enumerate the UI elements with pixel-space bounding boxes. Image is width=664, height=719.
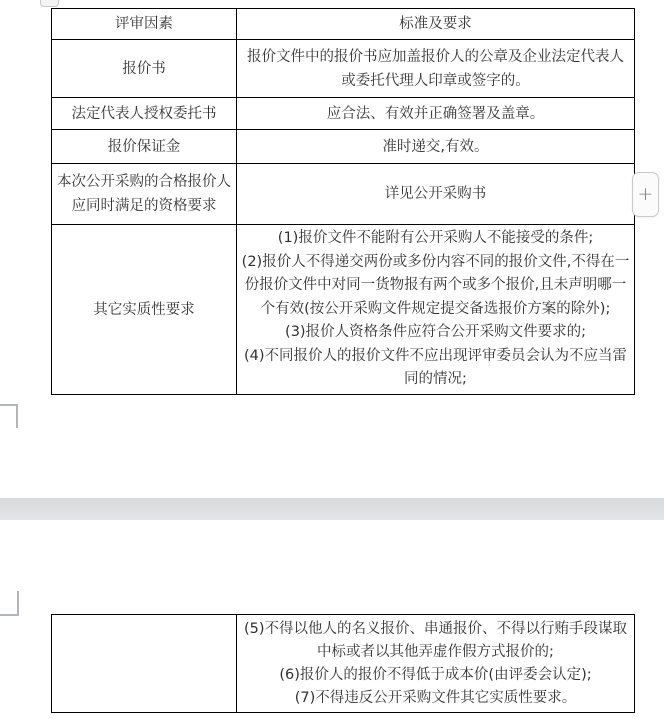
requirement-cell[interactable]: 详见公开采购书 xyxy=(237,164,635,225)
requirement-item: (6)报价人的报价不得低于成本价(由评委会认定); xyxy=(279,666,592,683)
table-row xyxy=(52,164,635,225)
table-row xyxy=(52,225,635,395)
header-factor-cell[interactable]: 评审因素 xyxy=(52,9,237,40)
factor-cell[interactable]: 法定代表人授权委托书 xyxy=(52,98,237,130)
factor-cell[interactable]: 报价书 xyxy=(52,40,237,98)
evaluation-criteria-table xyxy=(51,8,635,395)
requirement-item: (3)报价人资格条件应符合公开采购文件要求的; xyxy=(285,324,586,341)
requirement-item: (5)不得以他人的名义报价、串通报价、不得以行贿手段谋取中标或者以其他弄虚作假方式报价的; xyxy=(243,620,628,660)
requirement-item: (1)报价文件不能附有公开采购人不能接受的条件; xyxy=(277,230,594,247)
requirement-cell[interactable]: 应合法、有效并正确签署及盖章。 xyxy=(237,98,635,130)
factor-cell-empty[interactable] xyxy=(52,615,237,713)
requirement-item: (4)不同报价人的报价文件不应出现评审委员会认为不应当雷同的情况; xyxy=(243,347,628,388)
plus-icon: + xyxy=(637,183,654,205)
requirement-cell[interactable] xyxy=(237,225,635,395)
text-boundary-mark xyxy=(17,591,19,616)
requirement-cell[interactable] xyxy=(237,615,635,713)
text-boundary-mark xyxy=(0,614,19,616)
factor-cell[interactable]: 报价保证金 xyxy=(52,130,237,164)
text-boundary-mark xyxy=(16,404,18,428)
requirement-item: (7)不得违反公开采购文件其它实质性要求。 xyxy=(294,689,577,706)
requirement-cell[interactable]: 报价文件中的报价书应加盖报价人的公章及企业法定代表人或委托代理人印章或签字的。 xyxy=(237,40,635,98)
table-row xyxy=(52,98,635,130)
table-row xyxy=(52,130,635,164)
requirement-item: (2)报价人不得递交两份或多份内容不同的报价文件,不得在一份报价文件中对同一货物报有两个或多个报价,且未声明哪一个有效(按公开采购文件规定提交备选报价方案的除外); xyxy=(241,253,630,317)
factor-cell[interactable]: 本次公开采购的合格报价人应同时满足的资格要求 xyxy=(52,164,237,225)
page-break-gap xyxy=(0,498,664,520)
table-row xyxy=(52,615,635,713)
table-header-row xyxy=(52,9,635,40)
requirement-cell[interactable]: 准时递交,有效。 xyxy=(237,130,635,164)
factor-cell[interactable]: 其它实质性要求 xyxy=(52,225,237,395)
evaluation-criteria-table-continued xyxy=(51,614,635,713)
header-requirement-cell[interactable]: 标准及要求 xyxy=(237,9,635,40)
table-add-column-button[interactable] xyxy=(40,0,59,7)
table-add-row-button[interactable] xyxy=(632,172,659,217)
table-row xyxy=(52,40,635,98)
